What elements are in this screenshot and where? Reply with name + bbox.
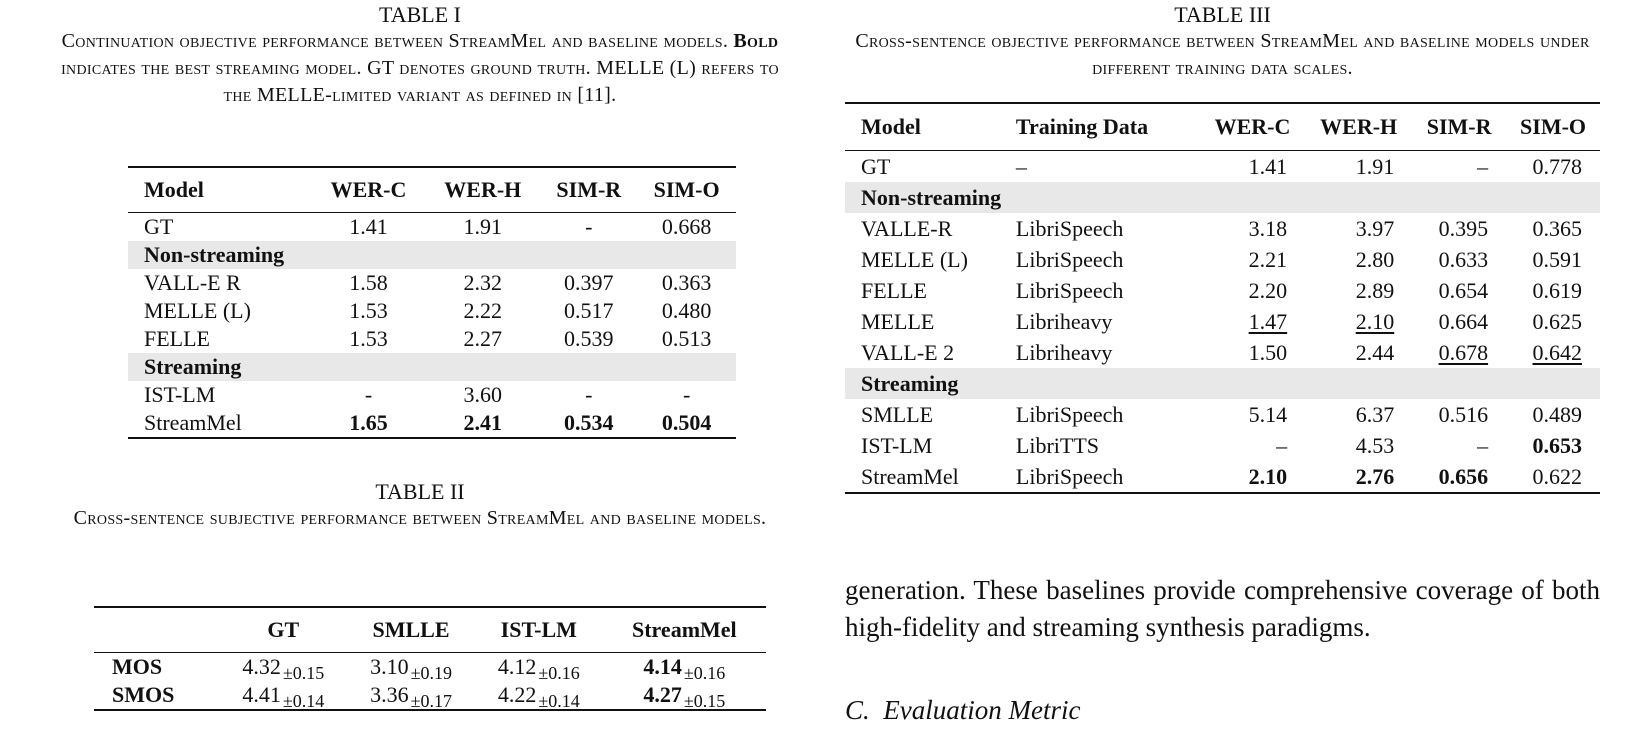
t3-cell: 2.44 xyxy=(1355,339,1395,365)
t2-cell xyxy=(347,653,475,682)
t3-cell: – xyxy=(1477,153,1489,179)
t3-cell: 2.20 xyxy=(1248,277,1288,303)
t3-group-row xyxy=(845,182,1600,213)
t2-header-cell: GT xyxy=(267,617,300,642)
t3-cell: Libriheavy xyxy=(1015,339,1113,365)
t3-cell: 0.365 xyxy=(1532,215,1582,241)
t3-cell: MELLE xyxy=(861,308,935,334)
t3-cell: FELLE xyxy=(861,277,927,303)
t3-underlined-value: 2.10 xyxy=(1355,308,1395,334)
t3-cell: 2.76 xyxy=(1355,463,1395,489)
t2-std-value: ±0.17 xyxy=(410,691,452,711)
t1-header-cell: SIM-R xyxy=(556,177,622,202)
t3-cell: 0.489 xyxy=(1532,401,1582,427)
t1-header-cell: WER-H xyxy=(444,177,522,202)
t3-cell: – xyxy=(1477,432,1489,458)
t1-cell: 0.668 xyxy=(661,214,712,239)
t2-std-value: ±0.16 xyxy=(538,663,580,683)
t3-row xyxy=(845,399,1600,430)
t3-cell: IST-LM xyxy=(861,432,933,458)
t3-cell: LibriSpeech xyxy=(1015,277,1124,303)
t3-cell: 2.89 xyxy=(1355,277,1395,303)
t3-header-cell: Model xyxy=(861,114,921,139)
t3-cell: 1.50 xyxy=(1248,339,1288,365)
t3-cell: 1.41 xyxy=(1248,153,1288,179)
t3-header-cell: Training Data xyxy=(1015,114,1149,139)
t1-cell: 0.397 xyxy=(564,270,614,295)
t1-cell: - xyxy=(585,214,593,239)
t1-header-row xyxy=(128,167,736,213)
t3-cell: 6.37 xyxy=(1355,401,1395,427)
t3-cell: 0.664 xyxy=(1438,308,1489,334)
t3-cell: VALLE-R xyxy=(861,215,953,241)
t3-cell: 2.21 xyxy=(1248,246,1288,272)
t2-cell xyxy=(219,681,347,710)
t3-cell: 2.80 xyxy=(1355,246,1395,272)
t1-cell: 2.32 xyxy=(463,270,503,295)
t1-cell: 1.65 xyxy=(349,410,388,435)
t3-cell: 0.619 xyxy=(1532,277,1582,303)
t2-std-value: ±0.15 xyxy=(282,663,325,683)
t1-row xyxy=(128,325,736,353)
t3-cell: 3.18 xyxy=(1248,215,1288,241)
table3-caption: Cross-sentence objective performance between StreamMel and baseline models under different training data scales. xyxy=(855,30,1590,79)
table3-label: TABLE III xyxy=(1174,2,1271,27)
t1-cell: 3.60 xyxy=(463,382,503,407)
t3-cell: 0.591 xyxy=(1532,246,1582,272)
t2-std-value: ±0.14 xyxy=(538,691,580,711)
t3-header-cell: SIM-R xyxy=(1426,114,1492,139)
t3-cell xyxy=(1506,337,1600,368)
t3-cell: Libriheavy xyxy=(1015,308,1113,334)
t1-cell: GT xyxy=(144,214,174,239)
t1-cell: MELLE (L) xyxy=(144,298,251,323)
t3-header-cell: WER-H xyxy=(1320,114,1398,139)
t2-mean-value: 4.14 xyxy=(643,654,682,679)
t1-cell: 0.513 xyxy=(661,326,712,351)
t3-row xyxy=(845,151,1600,183)
t1-row xyxy=(128,381,736,409)
t3-cell: StreamMel xyxy=(861,463,959,489)
t2-header-cell: StreamMel xyxy=(632,617,737,642)
t1-group-label: Streaming xyxy=(128,353,736,381)
t1-row xyxy=(128,409,736,438)
t3-underlined-value: 1.47 xyxy=(1248,308,1288,334)
t3-cell: LibriSpeech xyxy=(1015,463,1124,489)
t1-cell: 2.41 xyxy=(463,410,503,435)
table2-label: TABLE II xyxy=(375,479,465,504)
t2-cell xyxy=(475,681,603,710)
t3-row xyxy=(845,275,1600,306)
t3-cell: 4.53 xyxy=(1355,432,1395,458)
t3-group-label: Non-streaming xyxy=(845,182,1600,213)
t3-cell: – xyxy=(1015,153,1027,179)
t2-std-value: ±0.14 xyxy=(282,691,325,711)
t1-cell: 0.517 xyxy=(564,298,614,323)
t2-header-cell: SMLLE xyxy=(372,617,450,642)
t1-cell: 2.27 xyxy=(463,326,503,351)
t1-cell: 1.91 xyxy=(463,214,503,239)
t1-cell: - xyxy=(682,382,691,407)
t3-row xyxy=(845,213,1600,244)
t2-cell xyxy=(603,681,766,710)
t3-group-row xyxy=(845,368,1600,399)
t1-cell: 1.41 xyxy=(349,214,388,239)
t3-cell: 0.622 xyxy=(1532,463,1582,489)
t3-cell: 3.97 xyxy=(1355,215,1395,241)
t1-cell: 0.504 xyxy=(661,410,712,435)
t2-mean-value: 4.22 xyxy=(497,682,537,707)
t3-cell: 0.654 xyxy=(1438,277,1489,303)
t1-cell: 1.53 xyxy=(349,298,388,323)
t1-group-row xyxy=(128,241,736,269)
t3-row xyxy=(845,306,1600,337)
t3-cell xyxy=(1412,337,1506,368)
t2-metric-label: MOS xyxy=(112,654,163,679)
table3 xyxy=(845,102,1600,494)
t3-cell: VALL-E 2 xyxy=(861,339,955,365)
body-paragraph: generation. These baselines provide comprehensive coverage of both high-fidelity and streaming synthesis paradigms. xyxy=(845,575,1600,642)
t1-cell: 0.363 xyxy=(661,270,712,295)
t2-std-value: ±0.19 xyxy=(410,663,452,683)
t3-cell: LibriSpeech xyxy=(1015,246,1124,272)
t3-row xyxy=(845,430,1600,461)
t2-mean-value: 3.10 xyxy=(370,654,409,679)
t1-header-cell: Model xyxy=(144,177,204,202)
t3-cell: 0.633 xyxy=(1438,246,1489,272)
t2-cell xyxy=(603,653,766,682)
t1-row xyxy=(128,269,736,297)
t3-cell: LibriTTS xyxy=(1015,432,1100,458)
t3-cell: LibriSpeech xyxy=(1015,401,1124,427)
t2-mean-value: 4.12 xyxy=(497,654,537,679)
t2-mean-value: 4.32 xyxy=(242,654,281,679)
t3-header-cell: SIM-O xyxy=(1520,114,1587,139)
t1-cell: 2.22 xyxy=(463,298,503,323)
t1-cell: 0.539 xyxy=(564,326,614,351)
t2-cell xyxy=(219,653,347,682)
section-heading: C. Evaluation Metric xyxy=(845,695,1081,725)
t1-cell: StreamMel xyxy=(144,410,242,435)
t3-header-cell: WER-C xyxy=(1214,114,1291,139)
t2-row xyxy=(94,653,766,682)
t3-cell: 0.778 xyxy=(1532,153,1582,179)
t3-cell: SMLLE xyxy=(861,401,934,427)
t3-underlined-value: 0.678 xyxy=(1438,339,1489,365)
table1-caption xyxy=(50,28,790,109)
t1-header-cell: WER-C xyxy=(330,177,407,202)
t2-header-row xyxy=(94,607,766,653)
t1-cell: VALL-E R xyxy=(144,270,241,295)
t2-mean-value: 3.36 xyxy=(370,682,409,707)
table1-caption-bold: Bold xyxy=(733,30,779,52)
t1-row xyxy=(128,213,736,242)
t3-cell: 0.656 xyxy=(1438,463,1489,489)
t1-cell: - xyxy=(585,382,593,407)
t3-cell: 0.516 xyxy=(1438,401,1489,427)
t3-row xyxy=(845,337,1600,368)
t2-mean-value: 4.27 xyxy=(643,682,682,707)
table1 xyxy=(128,166,736,439)
t1-cell: 0.534 xyxy=(564,410,614,435)
t1-cell: 1.53 xyxy=(349,326,388,351)
t1-group-row xyxy=(128,353,736,381)
table1-caption-pre: Continuation objective performance between StreamMel and baseline models. xyxy=(61,30,734,52)
t1-cell: IST-LM xyxy=(144,382,216,407)
t1-row xyxy=(128,297,736,325)
t2-std-value: ±0.15 xyxy=(683,691,726,711)
t3-cell: 0.625 xyxy=(1532,308,1582,334)
t2-header-cell: IST-LM xyxy=(500,617,577,642)
t1-cell: FELLE xyxy=(144,326,210,351)
t2-metric-label: SMOS xyxy=(112,682,175,707)
t3-cell: 5.14 xyxy=(1248,401,1288,427)
t3-cell: 1.91 xyxy=(1355,153,1395,179)
t2-header-cell xyxy=(94,607,219,653)
t3-cell: LibriSpeech xyxy=(1015,215,1124,241)
t3-group-label: Streaming xyxy=(845,368,1600,399)
t3-cell xyxy=(1200,306,1305,337)
t3-underlined-value: 0.642 xyxy=(1532,339,1582,365)
t3-cell: MELLE (L) xyxy=(861,246,968,272)
t1-header-cell: SIM-O xyxy=(653,177,720,202)
t1-cell: - xyxy=(364,382,373,407)
t3-cell: – xyxy=(1276,432,1288,458)
t3-cell: GT xyxy=(861,153,891,179)
table2-caption: Cross-sentence subjective performance between StreamMel and baseline models. xyxy=(73,507,767,529)
t2-std-value: ±0.16 xyxy=(683,663,726,683)
t3-cell: 0.395 xyxy=(1438,215,1489,241)
t2-cell xyxy=(347,681,475,710)
t3-row xyxy=(845,244,1600,275)
t2-row xyxy=(94,681,766,710)
t1-group-label: Non-streaming xyxy=(128,241,736,269)
t3-row xyxy=(845,461,1600,493)
t2-mean-value: 4.41 xyxy=(242,682,281,707)
table1-label: TABLE I xyxy=(379,2,461,27)
t1-cell: 1.58 xyxy=(349,270,388,295)
table2 xyxy=(94,606,766,711)
t3-cell xyxy=(1305,306,1412,337)
t3-header-row xyxy=(845,103,1600,151)
t1-cell: 0.480 xyxy=(661,298,712,323)
t3-cell: 0.653 xyxy=(1532,432,1582,458)
t2-cell xyxy=(475,653,603,682)
t3-cell: 2.10 xyxy=(1248,463,1288,489)
table1-caption-post: indicates the best streaming model. GT denotes ground truth. MELLE (L) refers to the MELLE-limited variant as defined in [11]. xyxy=(61,57,779,106)
